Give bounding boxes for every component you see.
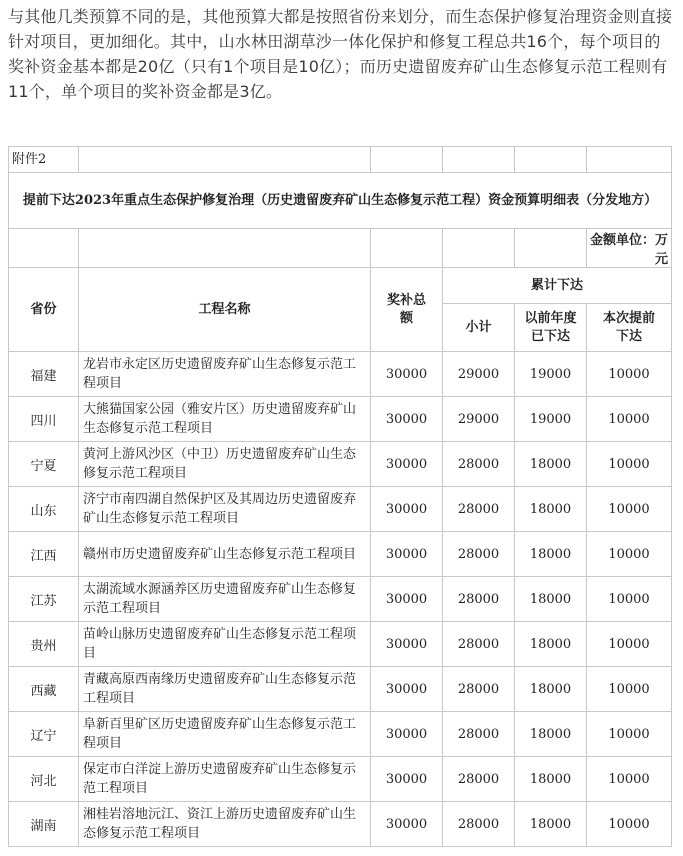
previous-cell: 18000 [515,802,587,847]
previous-cell: 18000 [515,442,587,487]
total-cell: 30000 [371,802,443,847]
previous-cell: 18000 [515,622,587,667]
current-cell: 10000 [587,397,672,442]
previous-cell: 18000 [515,757,587,802]
header-previous: 以前年度已下达 [515,304,587,352]
table-row [9,577,672,622]
subtotal-cell: 28000 [443,757,515,802]
total-cell: 30000 [371,712,443,757]
current-cell: 10000 [587,352,672,397]
project-name-cell: 青藏高原西南缘历史遗留废弃矿山生态修复示范工程项目 [79,667,371,712]
previous-cell: 18000 [515,667,587,712]
previous-cell: 19000 [515,397,587,442]
total-cell: 30000 [371,757,443,802]
current-cell: 10000 [587,487,672,532]
total-cell: 30000 [371,622,443,667]
province-cell: 西藏 [9,667,79,712]
subtotal-cell: 28000 [443,622,515,667]
project-name-cell: 济宁市南四湖自然保护区及其周边历史遗留废弃矿山生态修复示范工程项目 [79,487,371,532]
table-row [9,532,672,577]
table-row [9,802,672,847]
province-cell: 江西 [9,532,79,577]
total-cell: 30000 [371,442,443,487]
project-name-cell: 黄河上游风沙区（中卫）历史遗留废弃矿山生态修复示范工程项目 [79,442,371,487]
total-cell: 30000 [371,352,443,397]
province-cell: 山东 [9,487,79,532]
header-total: 奖补总额 [371,268,443,352]
project-name-cell: 大熊猫国家公园（雅安片区）历史遗留废弃矿山生态修复示范工程项目 [79,397,371,442]
current-cell: 10000 [587,442,672,487]
unit-row [9,229,672,268]
previous-cell: 18000 [515,577,587,622]
table-row [9,622,672,667]
header-cumulative: 累计下达 [443,268,672,304]
previous-cell: 18000 [515,532,587,577]
project-name-cell: 湘桂岩溶地沅江、资江上游历史遗留废弃矿山生态修复示范工程项目 [79,802,371,847]
previous-cell: 18000 [515,487,587,532]
table-title: 提前下达2023年重点生态保护修复治理（历史遗留废弃矿山生态修复示范工程）资金预算明细表（分发地方） [9,173,672,229]
province-cell: 江苏 [9,577,79,622]
intro-paragraph: 与其他几类预算不同的是，其他预算大都是按照省份来划分，而生态保护修复治理资金则直接针对项目，更加细化。其中，山水林田湖草沙一体化保护和修复工程总共16个，每个项目的奖补资金基本都是20亿（只有1个项目是10亿）；而历史遗留废弃矿山生态修复示范工程则有11个，单个项目的奖补资金都是3亿。 [8,7,673,101]
header-current: 本次提前下达 [587,304,672,352]
header-row-1 [9,268,672,304]
current-cell: 10000 [587,532,672,577]
previous-cell: 19000 [515,352,587,397]
province-cell: 四川 [9,397,79,442]
project-name-cell: 赣州市历史遗留废弃矿山生态修复示范工程项目 [79,532,371,577]
header-subtotal: 小计 [443,304,515,352]
table-row [9,757,672,802]
current-cell: 10000 [587,667,672,712]
current-cell: 10000 [587,802,672,847]
subtotal-cell: 29000 [443,397,515,442]
current-cell: 10000 [587,757,672,802]
table-row [9,667,672,712]
subtotal-cell: 28000 [443,667,515,712]
previous-cell: 18000 [515,712,587,757]
subtotal-cell: 28000 [443,577,515,622]
table-row [9,397,672,442]
subtotal-cell: 29000 [443,352,515,397]
current-cell: 10000 [587,577,672,622]
header-project: 工程名称 [79,268,371,352]
province-cell: 福建 [9,352,79,397]
table-row [9,487,672,532]
province-cell: 宁夏 [9,442,79,487]
province-cell: 湖南 [9,802,79,847]
table-row [9,442,672,487]
province-cell: 河北 [9,757,79,802]
project-name-cell: 太湖流域水源涵养区历史遗留废弃矿山生态修复示范工程项目 [79,577,371,622]
budget-table [8,146,672,847]
subtotal-cell: 28000 [443,442,515,487]
project-name-cell: 阜新百里矿区历史遗留废弃矿山生态修复示范工程项目 [79,712,371,757]
header-province: 省份 [9,268,79,352]
attachment-row [9,147,672,173]
amount-unit: 金额单位：万元 [587,229,672,268]
province-cell: 辽宁 [9,712,79,757]
project-name-cell: 苗岭山脉历史遗留废弃矿山生态修复示范工程项目 [79,622,371,667]
total-cell: 30000 [371,577,443,622]
total-cell: 30000 [371,667,443,712]
project-name-cell: 龙岩市永定区历史遗留废弃矿山生态修复示范工程项目 [79,352,371,397]
subtotal-cell: 28000 [443,532,515,577]
current-cell: 10000 [587,712,672,757]
current-cell: 10000 [587,622,672,667]
title-row [9,173,672,229]
subtotal-cell: 28000 [443,802,515,847]
subtotal-cell: 28000 [443,487,515,532]
total-cell: 30000 [371,397,443,442]
subtotal-cell: 28000 [443,712,515,757]
attachment-label: 附件2 [9,147,79,173]
total-cell: 30000 [371,487,443,532]
total-cell: 30000 [371,532,443,577]
table-row [9,352,672,397]
project-name-cell: 保定市白洋淀上游历史遗留废弃矿山生态修复示范工程项目 [79,757,371,802]
province-cell: 贵州 [9,622,79,667]
table-row [9,712,672,757]
